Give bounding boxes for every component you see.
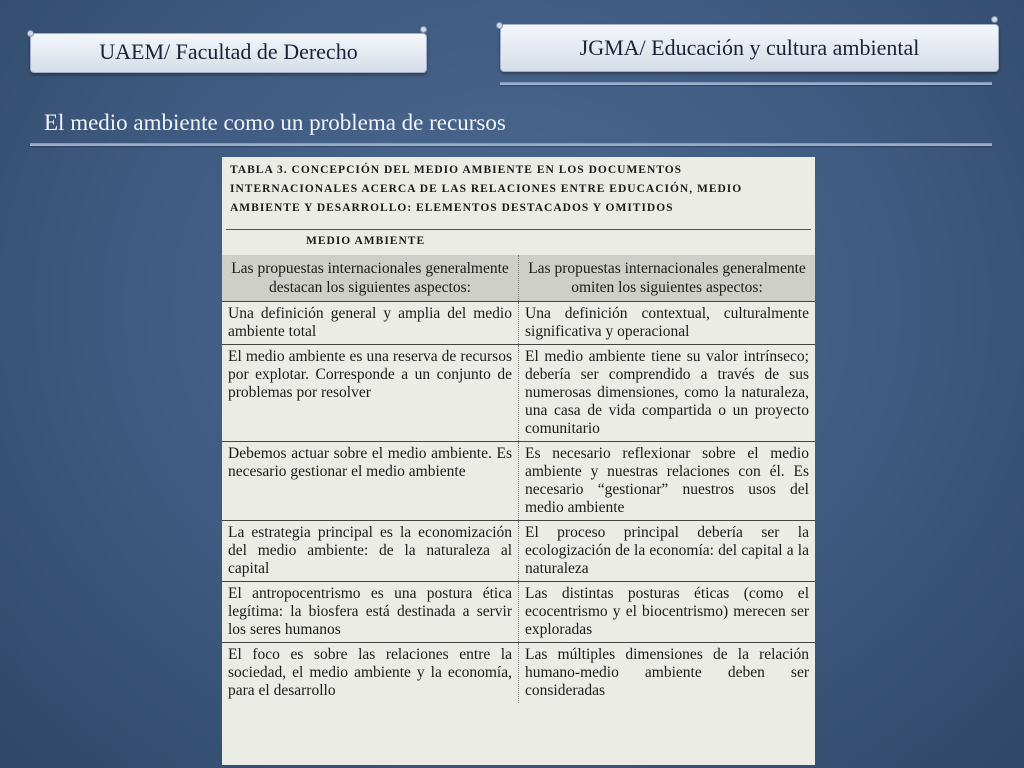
table-cell: Debemos actuar sobre el medio ambiente. Es necesario gestionar el medio ambiente	[222, 442, 519, 521]
table-cell: El medio ambiente es una reserva de recursos por explotar. Corresponde a un conjunto de problemas por resolver	[222, 345, 519, 442]
table-cell: La estrategia principal es la economización del medio ambiente: de la naturaleza al capital	[222, 521, 519, 582]
table-cell: Una definición contextual, culturalmente significativa y operacional	[519, 302, 816, 345]
table-cell: Las múltiples dimensiones de la relación humano-medio ambiente deben ser consideradas	[519, 643, 816, 704]
table-cell: El antropocentrismo es una postura ética legítima: la biosfera está destinada a servir los seres humanos	[222, 582, 519, 643]
table-row	[222, 345, 815, 442]
header-tab-faculty-label: UAEM/ Facultad de Derecho	[99, 39, 358, 64]
comparison-table	[222, 255, 815, 703]
pin-icon	[991, 16, 998, 23]
table-row	[222, 643, 815, 704]
header-tab-course	[500, 24, 999, 72]
column-header-highlighted: Las propuestas internacionales generalmente destacan los siguientes aspectos:	[222, 255, 519, 302]
table-row	[222, 302, 815, 345]
pin-icon	[420, 26, 427, 33]
table-cell: Una definición general y amplia del medio ambiente total	[222, 302, 519, 345]
table-row	[222, 521, 815, 582]
table-cell: Es necesario reflexionar sobre el medio ambiente y nuestras relaciones con él. Es necesario “gestionar” nuestros usos del medio ambiente	[519, 442, 816, 521]
title-divider	[30, 143, 992, 146]
table-row	[222, 582, 815, 643]
header-tab-faculty	[30, 33, 427, 73]
table-section-heading: MEDIO AMBIENTE	[306, 235, 426, 247]
table-cell: El medio ambiente tiene su valor intrínseco; debería ser comprendido a través de sus numerosas dimensiones, como la naturaleza, una casa de vida compartida o un proyecto comunitario	[519, 345, 816, 442]
table-cell: Las distintas posturas éticas (como el ecocentrismo y el biocentrismo) merecen ser exploradas	[519, 582, 816, 643]
table-cell: El proceso principal debería ser la ecologización de la economía: del capital a la naturaleza	[519, 521, 816, 582]
table-cell: El foco es sobre las relaciones entre la sociedad, el medio ambiente y la economía, para el desarrollo	[222, 643, 519, 704]
pin-icon	[27, 30, 34, 37]
header-divider	[500, 82, 992, 85]
table-row	[222, 442, 815, 521]
scanned-table-image	[222, 157, 815, 765]
pin-icon	[496, 22, 503, 29]
header-tab-course-label: JGMA/ Educación y cultura ambiental	[579, 35, 920, 60]
column-header-omitted: Las propuestas internacionales generalmente omiten los siguientes aspectos:	[519, 255, 816, 302]
slide-title: El medio ambiente como un problema de recursos	[44, 110, 506, 135]
table-header-row	[222, 255, 815, 302]
table-caption: TABLA 3. CONCEPCIÓN DEL MEDIO AMBIENTE EN LOS DOCUMENTOS INTERNACIONALES ACERCA DE LAS RELACIONES ENTRE EDUCACIÓN, MEDIO AMBIENTE Y DESARROLLO: ELEMENTOS DESTACADOS Y OMITIDOS	[230, 164, 743, 214]
